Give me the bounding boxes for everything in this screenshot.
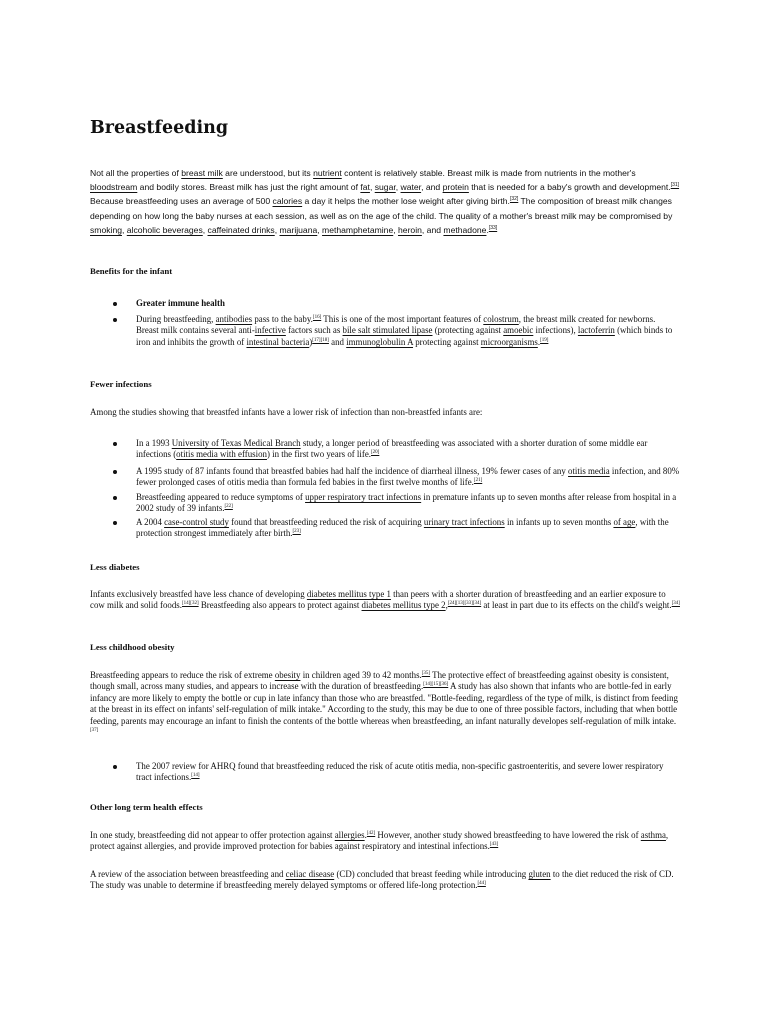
text-run: factors such as [285, 325, 343, 336]
text-run: The composition of breast milk changes depending on how long the baby nurses at each session, as well as on the age of the child. The quality of a mother's breast milk may be compromised by [90, 196, 673, 221]
text-run: , [202, 224, 208, 235]
intro-paragraph [90, 166, 680, 237]
text-run: Not all the properties of [90, 168, 182, 178]
text-run: , the breast milk created for newborns. Breast milk contains several anti- [136, 314, 656, 336]
inline-link[interactable]: marijuana [279, 224, 318, 235]
list-item-study-1995 [136, 466, 680, 489]
fewer-infections-intro: Among the studies showing that breastfed infants have a lower risk of infection than non-breastfed infants are: [90, 407, 483, 417]
inline-link[interactable]: alcoholic beverages [126, 224, 203, 235]
text-run: , [317, 224, 323, 235]
bullet-marker [113, 470, 117, 474]
bullet-marker [113, 302, 117, 306]
text-run: study, a longer period of breastfeeding was associated with a shorter duration of some middle ear infections ( [136, 438, 648, 460]
bullet-marker [113, 496, 117, 500]
text-run: protecting against [413, 336, 481, 347]
inline-link[interactable]: infective [254, 325, 286, 336]
text-run: Breastfeeding also appears to protect against [198, 600, 362, 611]
heading-other-effects: Other long term health effects [90, 802, 203, 812]
text-run: a day it helps the mother lose weight after giving birth. [302, 196, 510, 207]
citation-link[interactable]: [16] [312, 315, 322, 320]
text-run: pass to the baby. [252, 314, 313, 324]
text-run: During breastfeeding, [136, 314, 216, 324]
citation-link[interactable]: [24][13][33][34] [447, 601, 482, 607]
list-item-immune-health [136, 298, 680, 309]
inline-link[interactable]: diabetes mellitus type 2 [361, 600, 446, 611]
inline-link[interactable]: caffeinated drinks [207, 224, 275, 235]
inline-link[interactable]: case-control study [164, 517, 229, 527]
text-run: Infants exclusively breastfed have less chance of developing [90, 589, 307, 599]
text-run: . [537, 336, 541, 347]
text-run: Breastfeeding appears to reduce the risk of extreme [90, 670, 275, 680]
text-run: that is needed for a baby's growth and development. [468, 182, 671, 193]
text-run: A 2004 [136, 517, 165, 527]
citation-link[interactable]: [34] [671, 601, 680, 607]
citation-link[interactable]: [44] [477, 881, 486, 887]
list-item-study-2002 [136, 492, 680, 515]
text-run: and [328, 336, 347, 347]
inline-link[interactable]: antibodies [215, 314, 253, 324]
inline-link[interactable]: urinary tract infections [423, 517, 505, 527]
inline-link[interactable]: bile salt stimulated lipase [342, 325, 433, 336]
text-run: found that breastfeeding reduced the risk of acquiring [228, 517, 424, 527]
text-run: infection, and 80% fewer prolonged cases of otitis media than formula fed babies in the first twelve months of life. [136, 466, 680, 488]
inline-link[interactable]: allergies [334, 830, 365, 840]
text-run: at least in part due to its effects on the child's weight. [481, 600, 672, 611]
text-run: This is one of the most important features of [321, 314, 484, 324]
text-run: A study has also shown that infants who are bottle-fed in early infancy are more likely to empty the bottle or cup in late infancy than those who are breastfed. "Bottle-feeding, regardless of the type of milk, is distinct from feeding at the breast in its effect on infants' self-regulation of milk intake." According to the study, this may be due to one of three possible factors, including that when bottle feeding, parents may encourage an infant to finish the contents of the bottle whereas when breastfeeding, an infant naturally developes self-regulation of milk intake. [90, 681, 678, 726]
text-run: in children aged 39 to 42 months. [300, 670, 422, 680]
text-run: . [486, 224, 489, 235]
text-run: , [122, 224, 127, 235]
citation-link[interactable]: [14][32] [181, 601, 199, 607]
inline-link[interactable]: of age [613, 517, 636, 527]
inline-link[interactable]: fat [360, 182, 370, 193]
bullet-marker [113, 765, 117, 769]
citation-link: [37] [90, 728, 99, 734]
inline-link[interactable]: microorganisms [480, 336, 538, 347]
inline-link[interactable]: gluten [528, 869, 551, 879]
inline-link[interactable]: methamphetamine [322, 224, 394, 235]
text-run: , protect against allergies, and provide improved protection for babies against respiratory and intestinal infections. [90, 830, 669, 852]
list-item-ahrq-review [136, 761, 680, 784]
inline-link[interactable]: breast milk [181, 168, 223, 178]
text-run: (CD) concluded that breast feeding while introducing [334, 869, 529, 879]
heading-less-obesity: Less childhood obesity [90, 642, 175, 652]
text-run: , [395, 182, 401, 193]
text-run: However, another study showed breastfeeding to have lowered the risk of [375, 830, 641, 840]
citation-link[interactable]: [31] [670, 182, 680, 189]
inline-link[interactable]: asthma [640, 830, 666, 840]
citation-link[interactable]: [32] [509, 196, 519, 203]
bullet-marker [113, 318, 117, 322]
text-run: . [364, 830, 367, 840]
bullet-marker [113, 521, 117, 525]
text-run: , [369, 182, 375, 193]
text-run: , [445, 600, 448, 611]
citation-link[interactable]: [20] [370, 450, 380, 456]
inline-link[interactable]: water [400, 182, 422, 193]
page-title: Breastfeeding [90, 118, 229, 138]
citation-link[interactable]: [42] [366, 831, 376, 836]
text-run: are understood, but its [222, 168, 314, 178]
citation-link[interactable]: [22] [224, 504, 233, 510]
inline-link[interactable]: protein [442, 182, 469, 193]
text-run: , with the protection strongest immediately after birth. [136, 517, 669, 539]
inline-link[interactable]: diabetes mellitus type 1 [306, 589, 391, 599]
text-run: A review of the association between breastfeeding and [90, 869, 286, 879]
citation-link[interactable]: [17][18] [312, 337, 329, 343]
text-run: Greater immune health [136, 298, 225, 308]
inline-link[interactable]: otitis media with effusion [176, 449, 267, 460]
text-run: , [393, 224, 399, 235]
text-run: ) [309, 336, 313, 347]
inline-link[interactable]: nutrient [313, 168, 342, 178]
inline-link[interactable]: calories [272, 196, 303, 207]
citation-link[interactable]: [23] [292, 529, 301, 535]
citation-link[interactable]: [35] [421, 671, 431, 676]
other-effects-paragraph-1 [90, 830, 680, 853]
list-item-study-1993 [136, 438, 680, 461]
text-run: , and [421, 182, 443, 193]
text-run: , and [421, 224, 444, 235]
inline-link[interactable]: bloodstream [90, 182, 138, 193]
text-run: content is relatively stable. Breast milk is made from nutrients in the mother's [341, 168, 636, 178]
text-run: The protective effect of breastfeeding against obesity is consistent, though small, across many studies, and appears to increase with the duration of breastfeeding. [90, 670, 669, 692]
citation-link[interactable]: [14] [191, 773, 200, 779]
text-run: than peers with a shorter duration of breastfeeding and an earlier exposure to cow milk and solid foods. [90, 589, 666, 611]
heading-less-diabetes: Less diabetes [90, 562, 140, 572]
text-run: (protecting against [432, 325, 504, 336]
text-run: , [274, 224, 280, 235]
citation-link[interactable]: [19] [540, 337, 549, 343]
inline-link[interactable]: celiac disease [285, 869, 335, 879]
text-run: (which binds to iron and inhibits the growth of [136, 325, 673, 347]
list-item-antibodies [136, 314, 680, 348]
text-run: to the diet reduced the risk of CD. The study was unable to determine if breastfeeding merely delayed symptoms or offered life-long protection. [90, 869, 674, 891]
text-run: and bodily stores. Breast milk has just the right amount of [137, 182, 361, 193]
inline-link[interactable]: smoking [90, 224, 122, 235]
inline-link[interactable]: otitis media [568, 466, 610, 476]
inline-link[interactable]: amoebic [503, 325, 534, 336]
citation-link[interactable]: [21] [473, 478, 483, 484]
text-run: infections), [533, 325, 578, 336]
text-run: Because breastfeeding uses an average of 500 [90, 196, 273, 207]
less-obesity-paragraph [90, 670, 680, 738]
list-item-study-2004 [136, 517, 680, 540]
inline-link[interactable]: obesity [274, 670, 301, 680]
heading-benefits: Benefits for the infant [90, 266, 173, 276]
inline-link[interactable]: intestinal bacteria [246, 336, 310, 347]
text-run: in infants up to seven months [504, 517, 614, 527]
text-run: A 1995 study of 87 infants found that breastfed babies had half the incidence of diarrheal illness, 19% fewer cases of any [136, 466, 569, 476]
text-run: In a 1993 [136, 438, 172, 448]
inline-link[interactable]: methadone [443, 224, 487, 235]
text-run: in premature infants up to seven months after release from hospital in a 2002 study of 39 infants. [136, 492, 677, 514]
text-run: ) in the first two years of life. [266, 449, 371, 460]
inline-link[interactable]: University of Texas Medical Branch [171, 438, 301, 448]
citation-link[interactable]: [43] [489, 842, 499, 848]
inline-link[interactable]: upper respiratory tract infections [305, 492, 422, 502]
bullet-marker [113, 442, 117, 446]
citation-link[interactable]: [14][15][36] [423, 682, 449, 688]
inline-link[interactable]: colostrum [483, 314, 519, 324]
text-run: In one study, breastfeeding did not appear to offer protection against [90, 830, 335, 840]
text-run: The 2007 review for AHRQ found that breastfeeding reduced the risk of acute otitis media, non-specific gastroenteritis, and severe lower respiratory tract infections. [136, 761, 664, 783]
other-effects-paragraph-2 [90, 869, 680, 892]
less-diabetes-paragraph [90, 589, 680, 612]
citation-link[interactable]: [33] [488, 224, 498, 231]
inline-link[interactable]: lactoferrin [577, 325, 615, 336]
inline-link[interactable]: sugar [374, 182, 396, 193]
inline-link[interactable]: immunoglobulin A [346, 336, 414, 347]
text-run: Breastfeeding appeared to reduce symptoms of [136, 492, 306, 502]
heading-fewer-infections: Fewer infections [90, 379, 152, 389]
inline-link[interactable]: heroin [398, 224, 422, 235]
